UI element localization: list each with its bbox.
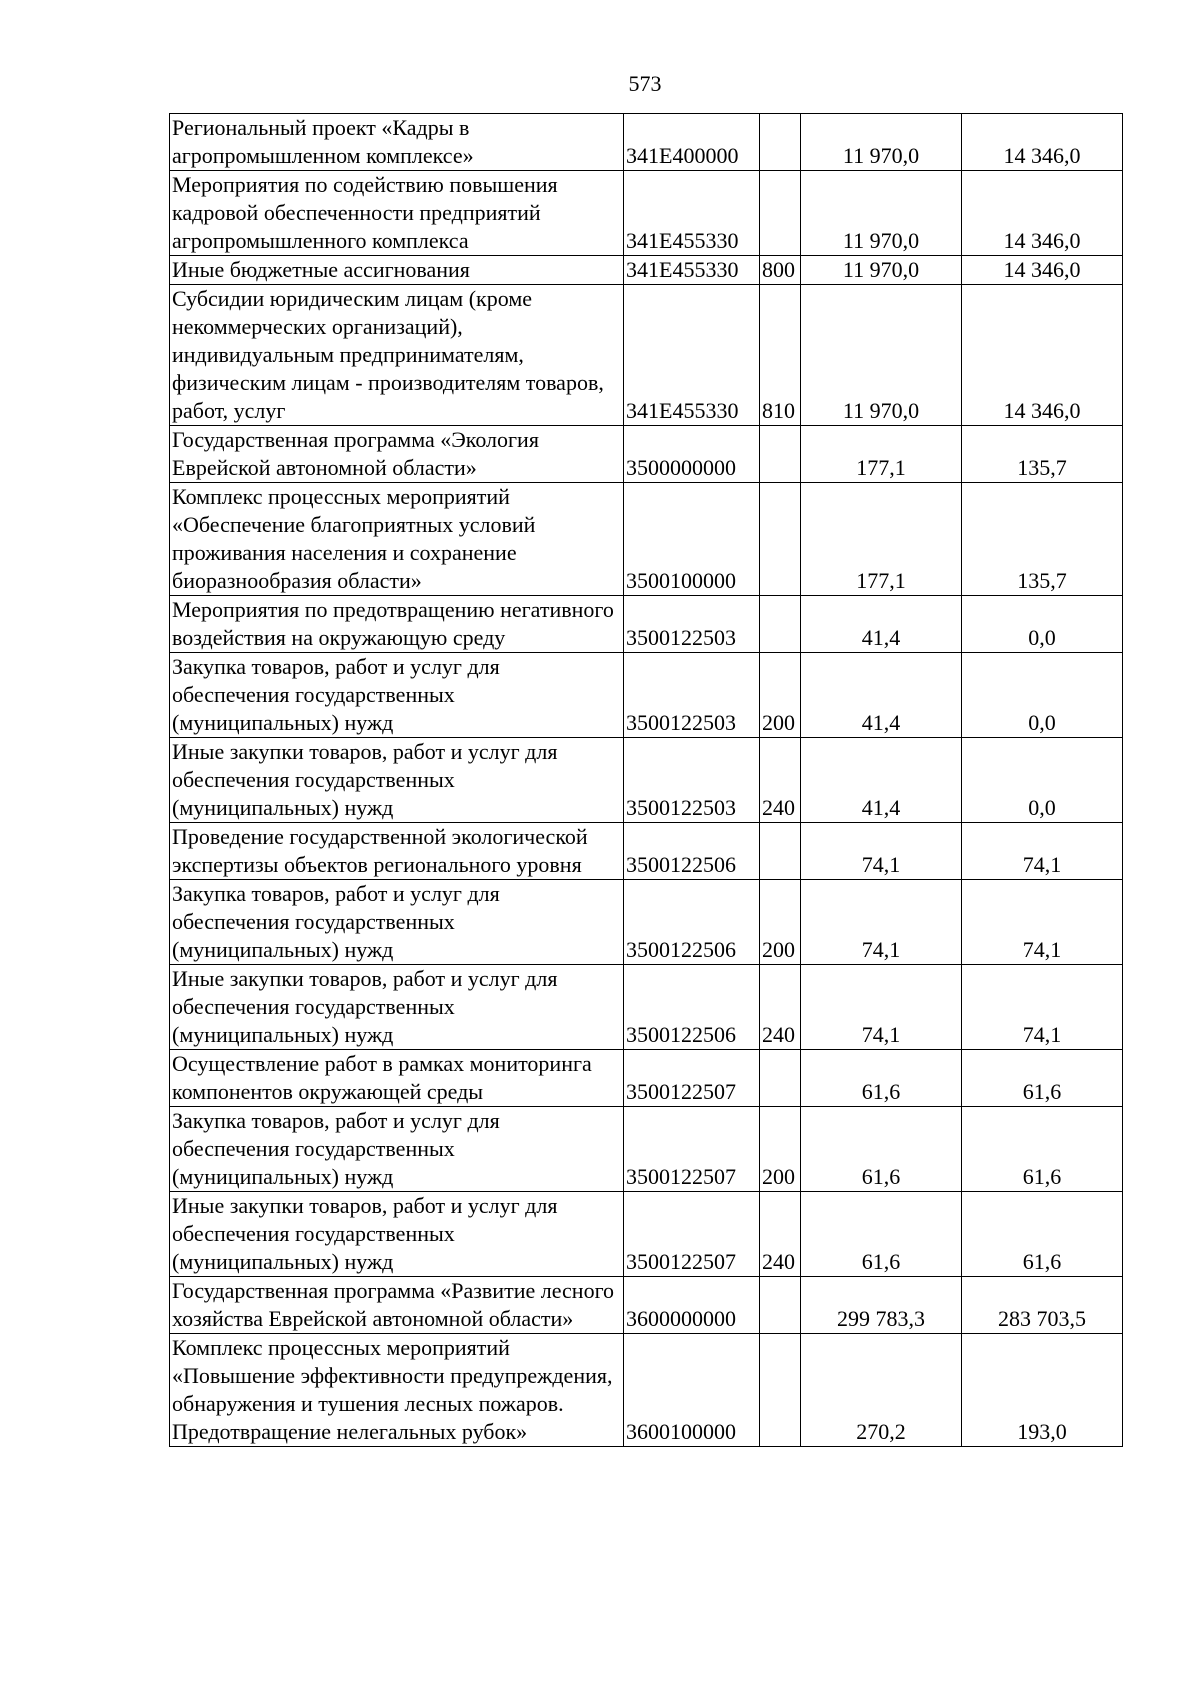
row-name: Закупка товаров, работ и услуг для обеспечения государственных (муниципальных) нужд — [170, 653, 624, 738]
row-value-1: 41,4 — [801, 596, 962, 653]
row-code: 341Е455330 — [624, 256, 760, 285]
row-value-1: 270,2 — [801, 1334, 962, 1447]
table-row — [170, 1107, 1123, 1192]
row-expense-type — [760, 823, 801, 880]
row-value-2: 74,1 — [962, 823, 1123, 880]
row-name: Проведение государственной экологической экспертизы объектов регионального уровня — [170, 823, 624, 880]
row-code: 3500122503 — [624, 653, 760, 738]
row-value-2: 61,6 — [962, 1050, 1123, 1107]
row-value-2: 61,6 — [962, 1107, 1123, 1192]
row-name: Комплекс процессных мероприятий «Обеспечение благоприятных условий проживания населения и сохранение биоразнообразия области» — [170, 483, 624, 596]
table-row — [170, 596, 1123, 653]
row-name: Иные бюджетные ассигнования — [170, 256, 624, 285]
row-code: 341Е455330 — [624, 285, 760, 426]
row-name: Иные закупки товаров, работ и услуг для обеспечения государственных (муниципальных) нужд — [170, 738, 624, 823]
row-value-1: 11 970,0 — [801, 171, 962, 256]
row-value-2: 74,1 — [962, 880, 1123, 965]
row-code: 341Е400000 — [624, 114, 760, 171]
row-name: Региональный проект «Кадры в агропромышленном комплексе» — [170, 114, 624, 171]
row-value-2: 0,0 — [962, 738, 1123, 823]
row-value-1: 61,6 — [801, 1107, 962, 1192]
page-number: 573 — [628, 71, 662, 96]
row-name: Мероприятия по предотвращению негативного воздействия на окружающую среду — [170, 596, 624, 653]
row-expense-type: 200 — [760, 880, 801, 965]
row-code: 3500122506 — [624, 965, 760, 1050]
row-value-2: 135,7 — [962, 426, 1123, 483]
row-expense-type: 810 — [760, 285, 801, 426]
row-value-2: 14 346,0 — [962, 256, 1123, 285]
row-expense-type — [760, 171, 801, 256]
table-row — [170, 1050, 1123, 1107]
row-value-1: 61,6 — [801, 1192, 962, 1277]
row-value-2: 283 703,5 — [962, 1277, 1123, 1334]
row-name: Закупка товаров, работ и услуг для обеспечения государственных (муниципальных) нужд — [170, 1107, 624, 1192]
row-name: Государственная программа «Развитие лесного хозяйства Еврейской автономной области» — [170, 1277, 624, 1334]
row-expense-type: 240 — [760, 965, 801, 1050]
row-code: 341Е455330 — [624, 171, 760, 256]
row-code: 3500100000 — [624, 483, 760, 596]
row-expense-type — [760, 1277, 801, 1334]
row-value-1: 11 970,0 — [801, 114, 962, 171]
row-code: 3500000000 — [624, 426, 760, 483]
table-row — [170, 965, 1123, 1050]
row-value-1: 74,1 — [801, 823, 962, 880]
row-value-2: 14 346,0 — [962, 171, 1123, 256]
row-expense-type — [760, 483, 801, 596]
row-value-1: 74,1 — [801, 880, 962, 965]
row-value-2: 0,0 — [962, 653, 1123, 738]
row-expense-type — [760, 1334, 801, 1447]
row-name: Закупка товаров, работ и услуг для обеспечения государственных (муниципальных) нужд — [170, 880, 624, 965]
table-row — [170, 823, 1123, 880]
table-row — [170, 1192, 1123, 1277]
row-code: 3500122507 — [624, 1050, 760, 1107]
table-row — [170, 738, 1123, 823]
row-value-1: 177,1 — [801, 483, 962, 596]
row-expense-type — [760, 596, 801, 653]
row-expense-type: 240 — [760, 1192, 801, 1277]
row-value-2: 61,6 — [962, 1192, 1123, 1277]
table-row — [170, 171, 1123, 256]
row-name: Субсидии юридическим лицам (кроме некоммерческих организаций), индивидуальным предпринимателям, физическим лицам - производителям товаров, работ, услуг — [170, 285, 624, 426]
row-value-2: 0,0 — [962, 596, 1123, 653]
row-value-1: 11 970,0 — [801, 285, 962, 426]
row-value-2: 14 346,0 — [962, 285, 1123, 426]
table-row — [170, 880, 1123, 965]
row-name: Иные закупки товаров, работ и услуг для обеспечения государственных (муниципальных) нужд — [170, 1192, 624, 1277]
table-row — [170, 285, 1123, 426]
row-expense-type — [760, 114, 801, 171]
row-value-2: 135,7 — [962, 483, 1123, 596]
row-value-2: 74,1 — [962, 965, 1123, 1050]
row-expense-type — [760, 1050, 801, 1107]
row-name: Мероприятия по содействию повышения кадровой обеспеченности предприятий агропромышленного комплекса — [170, 171, 624, 256]
table-row — [170, 1334, 1123, 1447]
row-expense-type: 800 — [760, 256, 801, 285]
table-row — [170, 426, 1123, 483]
row-code: 3500122506 — [624, 823, 760, 880]
row-expense-type: 200 — [760, 653, 801, 738]
row-code: 3500122506 — [624, 880, 760, 965]
row-code: 3500122507 — [624, 1107, 760, 1192]
row-value-1: 41,4 — [801, 653, 962, 738]
table-row — [170, 256, 1123, 285]
row-code: 3600000000 — [624, 1277, 760, 1334]
budget-table — [169, 113, 1123, 1447]
row-value-2: 193,0 — [962, 1334, 1123, 1447]
row-value-1: 61,6 — [801, 1050, 962, 1107]
row-name: Комплекс процессных мероприятий «Повышение эффективности предупреждения, обнаружения и тушения лесных пожаров. Предотвращение нелегальных рубок» — [170, 1334, 624, 1447]
row-name: Осуществление работ в рамках мониторинга компонентов окружающей среды — [170, 1050, 624, 1107]
row-name: Государственная программа «Экология Еврейской автономной области» — [170, 426, 624, 483]
row-expense-type: 200 — [760, 1107, 801, 1192]
row-expense-type — [760, 426, 801, 483]
row-code: 3500122507 — [624, 1192, 760, 1277]
row-expense-type: 240 — [760, 738, 801, 823]
row-value-1: 74,1 — [801, 965, 962, 1050]
row-value-1: 299 783,3 — [801, 1277, 962, 1334]
row-value-2: 14 346,0 — [962, 114, 1123, 171]
table-row — [170, 483, 1123, 596]
table-row — [170, 114, 1123, 171]
row-code: 3600100000 — [624, 1334, 760, 1447]
row-value-1: 177,1 — [801, 426, 962, 483]
row-code: 3500122503 — [624, 738, 760, 823]
table-row — [170, 1277, 1123, 1334]
row-code: 3500122503 — [624, 596, 760, 653]
row-name: Иные закупки товаров, работ и услуг для обеспечения государственных (муниципальных) нужд — [170, 965, 624, 1050]
row-value-1: 11 970,0 — [801, 256, 962, 285]
table-row — [170, 653, 1123, 738]
row-value-1: 41,4 — [801, 738, 962, 823]
